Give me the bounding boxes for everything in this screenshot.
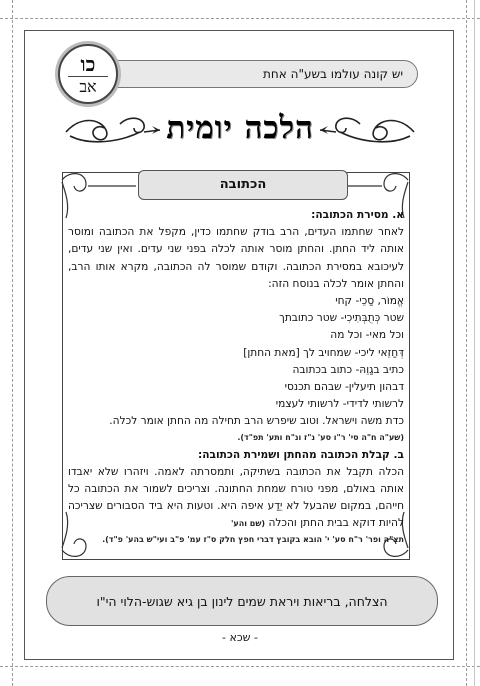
crop-line-top bbox=[0, 18, 480, 19]
dedication-text: הצלחה, בריאות ויראת שמים לינון בן גיא שגוש-הלוי הי"ו bbox=[96, 593, 388, 609]
paragraph-b bbox=[68, 464, 404, 533]
date-day: כו bbox=[80, 51, 96, 76]
section-tab bbox=[138, 170, 348, 200]
formula-line: לרשותי לדידי- לרשותי לעצמי bbox=[275, 398, 404, 411]
source-a: (שע"ה ח"ה סי' ר"ו סע' נ"ז ונ"ח ותע' תפ"ד). bbox=[237, 432, 404, 442]
section-body bbox=[68, 207, 404, 547]
formula-line: דבהון תיעלין- שבהם תכנסי bbox=[284, 381, 404, 394]
source-b: תצ"ה ופר' ר"ח סע' י' הובא בקובץ דברי חפץ חלק ס"ז עמ' פ"ב ועי"ש בהע' פ"ד). bbox=[102, 534, 404, 544]
formula-line: כתיב בגַוֵהּ- כתוב בכתובה bbox=[292, 363, 404, 376]
crop-line-left bbox=[12, 0, 13, 686]
crop-line-right bbox=[466, 0, 467, 686]
dedication-banner bbox=[46, 576, 438, 626]
source-b-inline: (שם והע' bbox=[230, 519, 266, 529]
formula-line: דְּחַזֵאי ליכי- שמחויב לך [מאת החתן] bbox=[243, 346, 404, 359]
closing-a: כדת משה וישראל. וטוב שיפרש הרב תחילה מה החתן אומר לכלה. bbox=[109, 415, 404, 428]
heading-b: ב. קבלת הכתובה מהחתן ושמירת הכתובה: bbox=[197, 448, 404, 461]
formula-line: שטר כְּתֻבְּתִיכִי- שטר כתובתך bbox=[279, 312, 404, 325]
top-banner bbox=[96, 60, 418, 88]
crop-line-right-outer bbox=[474, 0, 475, 686]
formula-line: אֱמוֹר, סַכֵי- קחי bbox=[335, 295, 404, 308]
top-banner-text: יש קונה עולמו בשע"ה אחת bbox=[263, 67, 403, 81]
heading-a: א. מסירת הכתובה: bbox=[311, 209, 404, 221]
page-number: - שכא - bbox=[222, 631, 258, 644]
crop-line-bottom bbox=[0, 666, 480, 667]
paragraph-a: לאחר שחתמו העדים, הרב בודק שחתמו כדין, מקפל את הכתובה ומוסר אותה ליד החתן. והחתן מוסר אותה לכלה בפני שני עדים. ואין שני עדים, לעיכובא במסירת הכתובה. וקודם שמוסר לה הכתובה, מקרא אותו הרב, והחתן אומר לכלה בנוסח הזה: bbox=[68, 226, 404, 290]
section-tab-label: הכתובה bbox=[219, 177, 267, 192]
title-text: הלכה יומית bbox=[166, 110, 314, 146]
date-badge bbox=[58, 44, 118, 104]
formula-line: וכל מאי- וכל מה bbox=[330, 329, 404, 342]
paragraph-b-text: הכלה תקבל את הכתובה בשתיקה, ותמסרתה לאמה. ויזהרו שלא יאבדו אותה באולם, מפני טורח שמחת החתונה. וצריכים לשמור את הכתובה כל חייהם, במקום שהבעל לא יֵדַע איפה היא. וטעות היא ביד הסבורים שצריכה להיות דוקא בבית החתן והכלה bbox=[68, 465, 404, 530]
page-title bbox=[60, 106, 420, 154]
date-month: אב bbox=[79, 76, 97, 96]
